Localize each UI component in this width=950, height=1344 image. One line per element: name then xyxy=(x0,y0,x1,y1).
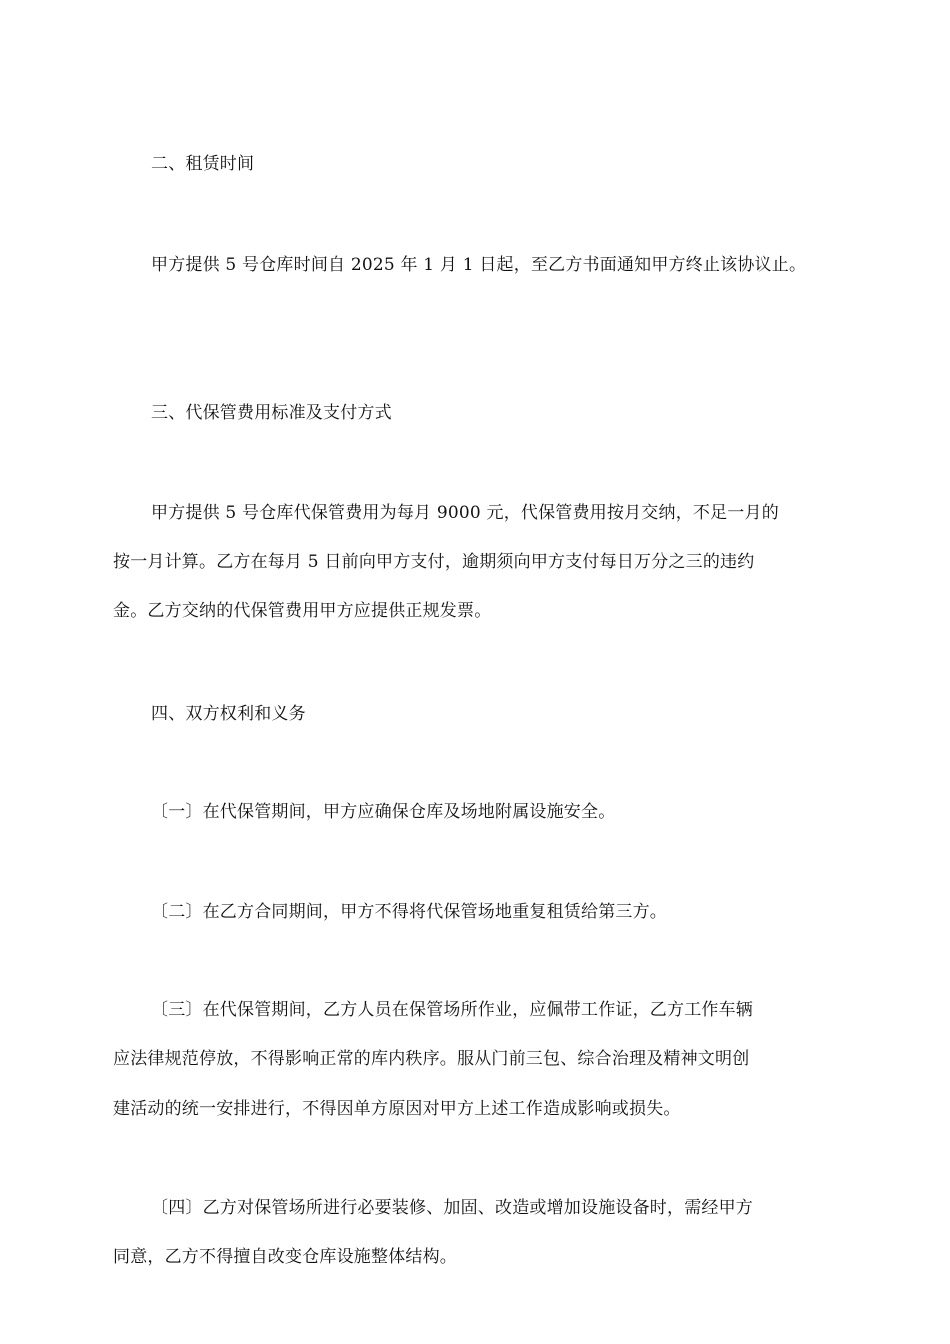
paragraph-line: 甲方提供 5 号仓库代保管费用为每月 9000 元，代保管费用按月交纳，不足一月的 xyxy=(151,503,779,523)
section-heading-fee-standard: 三、代保管费用标准及支付方式 xyxy=(151,403,392,423)
section-heading-lease-term: 二、租赁时间 xyxy=(151,154,255,174)
paragraph-line: 〔二〕在乙方合同期间，甲方不得将代保管场地重复租赁给第三方。 xyxy=(151,902,667,922)
paragraph-line: 按一月计算。乙方在每月 5 日前向甲方支付，逾期须向甲方支付每日万分之三的违约 xyxy=(113,552,755,572)
paragraph-line: 金。乙方交纳的代保管费用甲方应提供正规发票。 xyxy=(113,601,492,621)
paragraph-line: 同意，乙方不得擅自改变仓库设施整体结构。 xyxy=(113,1247,457,1267)
paragraph-line: 〔三〕在代保管期间，乙方人员在保管场所作业，应佩带工作证，乙方工作车辆 xyxy=(151,1000,753,1020)
paragraph-line: 〔一〕在代保管期间，甲方应确保仓库及场地附属设施安全。 xyxy=(151,802,616,822)
paragraph-line: 甲方提供 5 号仓库时间自 2025 年 1 月 1 日起，至乙方书面通知甲方终止该协议止。 xyxy=(151,255,807,275)
paragraph-line: 建活动的统一安排进行，不得因单方原因对甲方上述工作造成影响或损失。 xyxy=(113,1099,681,1119)
section-heading-rights-obligations: 四、双方权利和义务 xyxy=(151,704,306,724)
paragraph-line: 〔四〕乙方对保管场所进行必要装修、加固、改造或增加设施设备时，需经甲方 xyxy=(151,1198,753,1218)
paragraph-line: 应法律规范停放，不得影响正常的库内秩序。服从门前三包、综合治理及精神文明创 xyxy=(113,1049,750,1069)
